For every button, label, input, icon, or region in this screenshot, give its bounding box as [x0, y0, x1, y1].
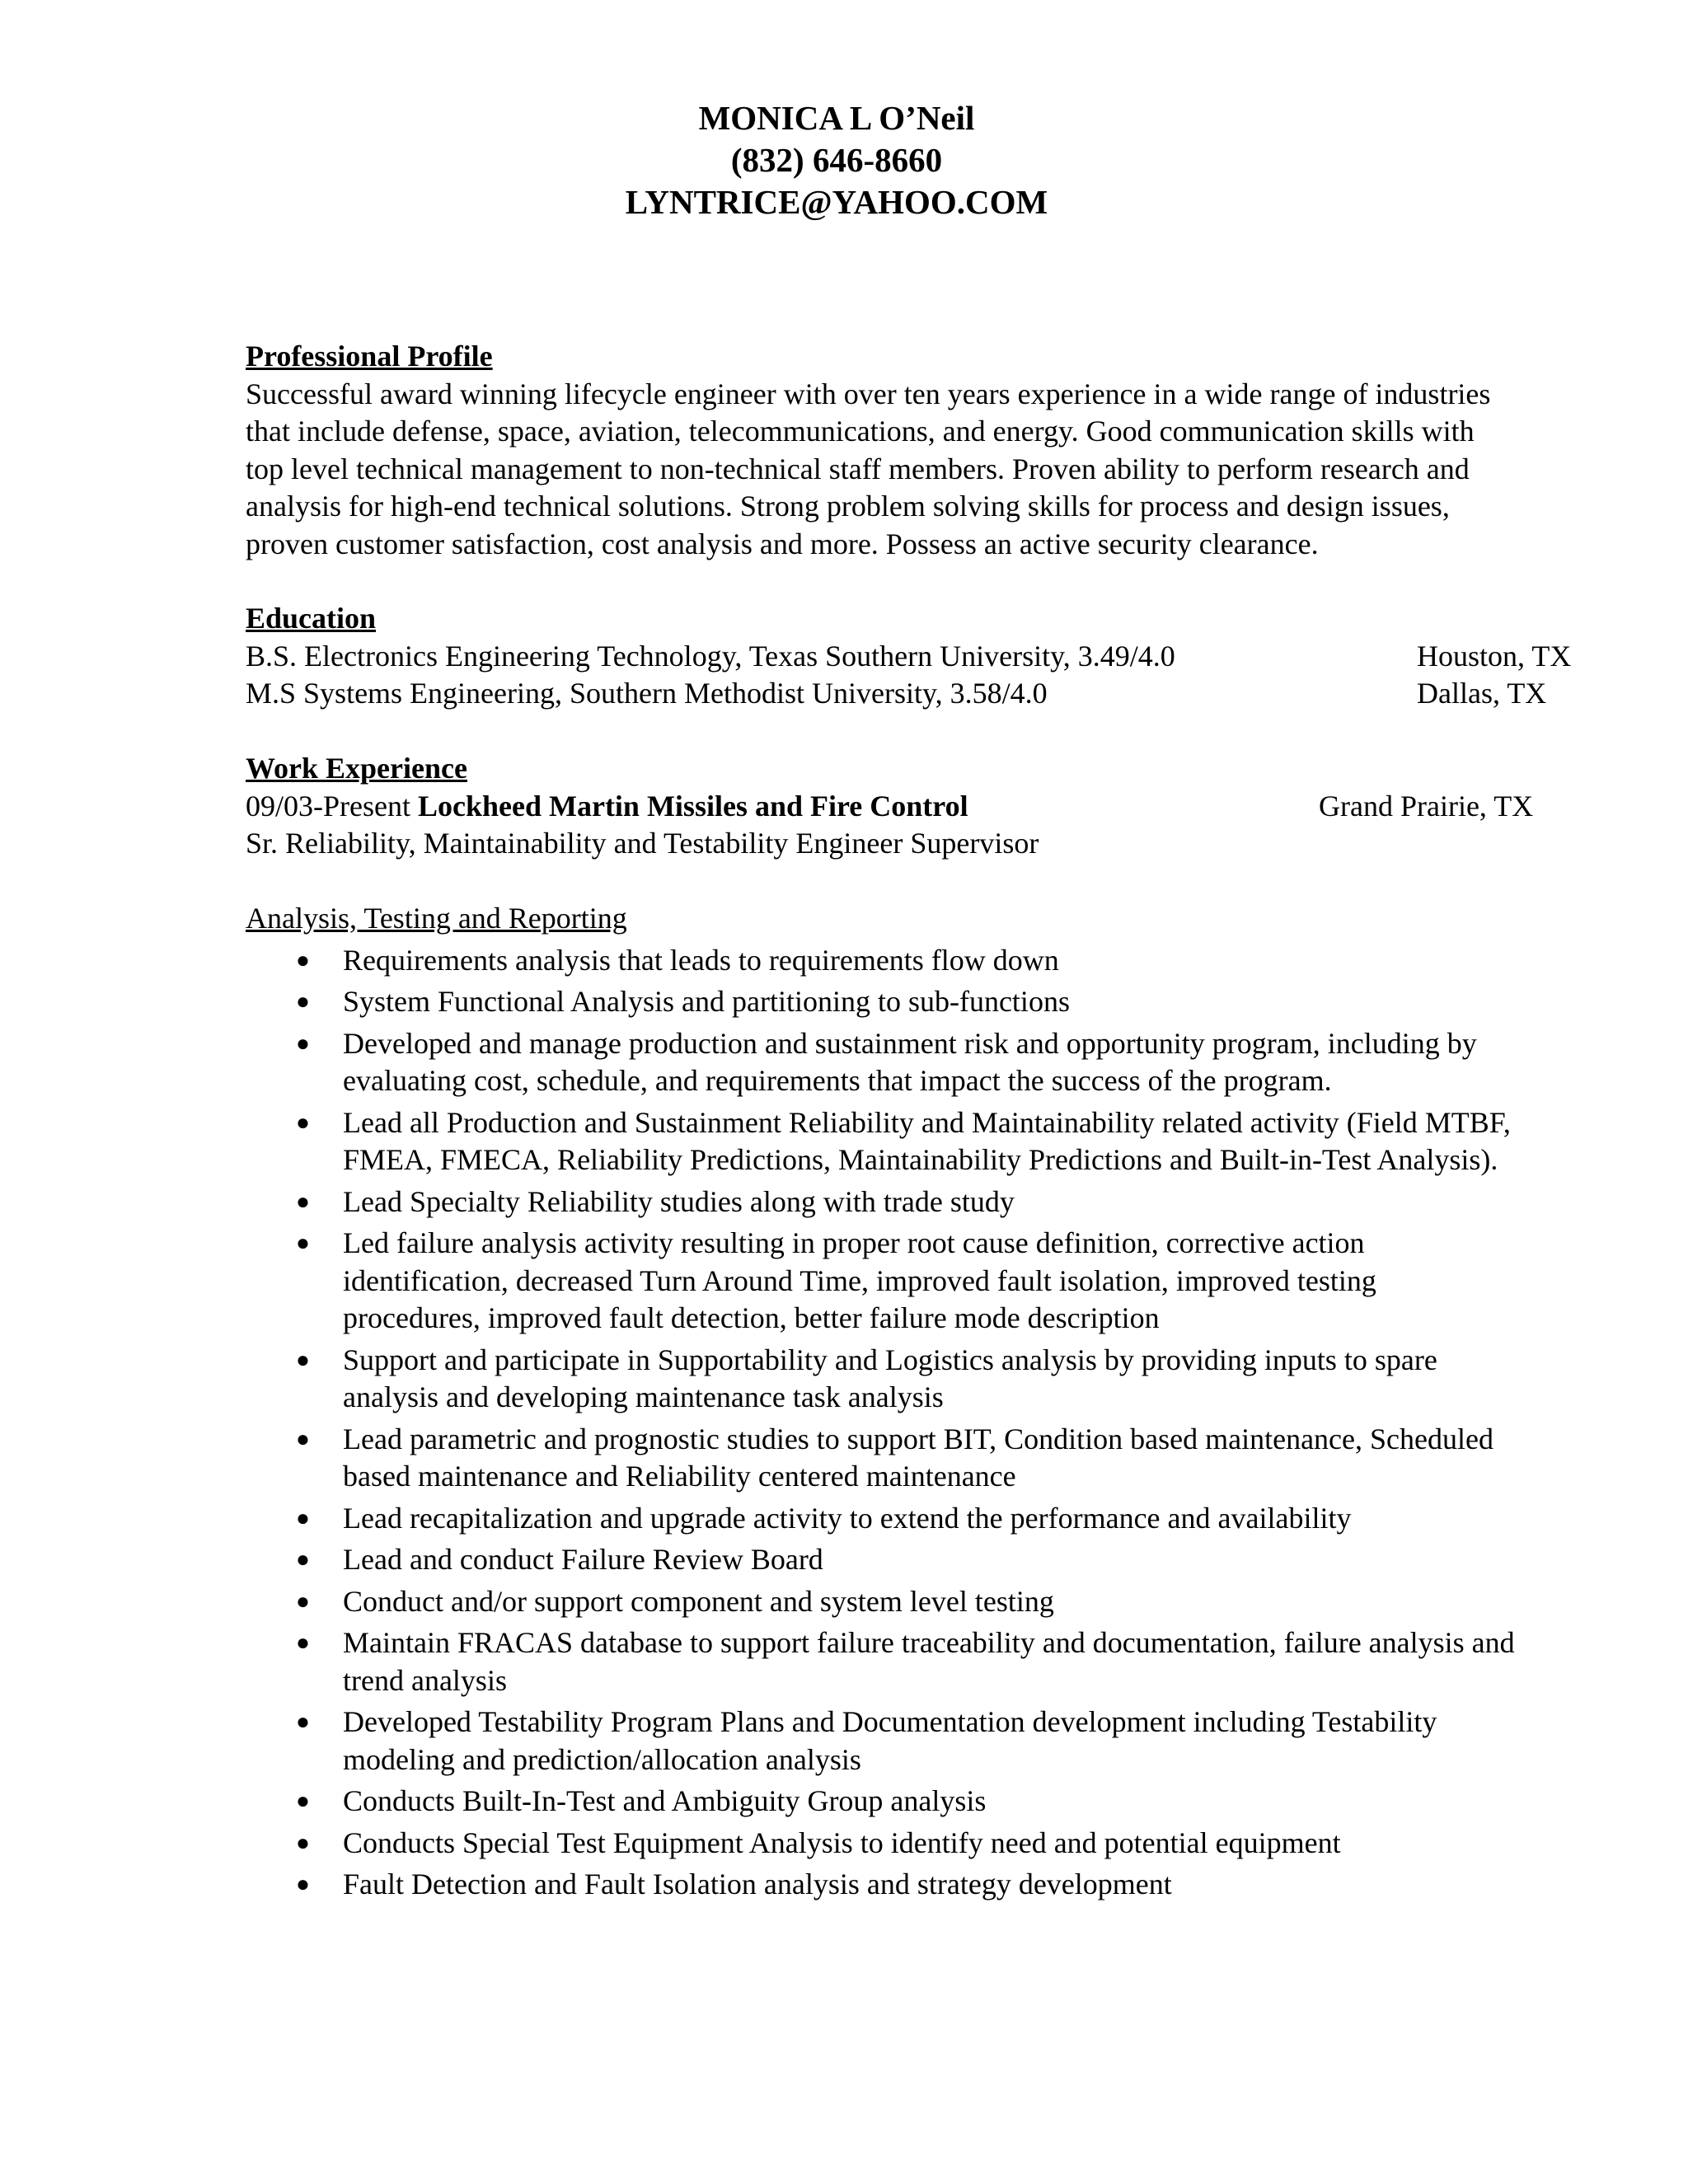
bullet-icon: ● [296, 1830, 310, 1856]
education-location: Houston, TX [1417, 639, 1572, 673]
bullet-icon: ● [296, 1347, 310, 1373]
responsibility-item [246, 1421, 1647, 1496]
bullet-icon: ● [296, 1426, 310, 1452]
education-item [246, 675, 1647, 713]
bullet-icon: ● [296, 1709, 310, 1735]
profile-line: proven customer satisfaction, cost analysis and more. Possess an active security clearance. [246, 527, 1319, 560]
bullet-icon: ● [296, 1788, 310, 1814]
responsibility-text: System Functional Analysis and partitioning to sub-functions [343, 985, 1070, 1018]
bullet-icon: ● [296, 1030, 310, 1057]
responsibility-text: Lead parametric and prognostic studies to support BIT, Condition based maintenance, Scheduled [343, 1422, 1493, 1455]
responsibility-text: Led failure analysis activity resulting in proper root cause definition, corrective action [343, 1226, 1365, 1259]
responsibility-text: Conducts Built-In-Test and Ambiguity Group analysis [343, 1784, 987, 1817]
responsibility-item [246, 1583, 1647, 1621]
job-location: Grand Prairie, TX [1319, 789, 1534, 823]
responsibility-text: trend analysis [343, 1663, 507, 1697]
spacer [246, 863, 1647, 901]
job-dates-company [246, 788, 968, 826]
profile-line: top level technical management to non-technical staff members. Proven ability to perform research and [246, 452, 1470, 485]
responsibility-item [246, 983, 1647, 1021]
education-location: Dallas, TX [1417, 677, 1547, 710]
education-title: Education [246, 602, 377, 635]
responsibility-item [246, 1704, 1647, 1779]
profile-paragraph [246, 376, 1647, 564]
work-subsection-title: Analysis, Testing and Reporting [246, 902, 627, 935]
bullet-icon: ● [296, 989, 310, 1015]
bullet-icon: ● [296, 947, 310, 973]
responsibility-text: based maintenance and Reliability centered maintenance [343, 1460, 1016, 1493]
responsibility-text: Fault Detection and Fault Isolation analysis and strategy development [343, 1868, 1172, 1900]
responsibility-item [246, 942, 1647, 980]
responsibility-text: identification, decreased Turn Around Time, improved fault isolation, improved testing [343, 1263, 1376, 1297]
bullet-icon: ● [296, 1588, 310, 1615]
work-title: Work Experience [246, 752, 467, 785]
bullet-icon: ● [296, 1188, 310, 1215]
responsibility-item [246, 1624, 1647, 1699]
education-item [246, 638, 1647, 676]
responsibility-text: modeling and prediction/allocation analysis [343, 1742, 861, 1776]
responsibility-text: Requirements analysis that leads to requirements flow down [343, 943, 1059, 977]
responsibility-item [246, 1225, 1647, 1338]
profile-line: that include defense, space, aviation, telecommunications, and energy. Good communication skills with [246, 415, 1475, 448]
job-dates: 09/03-Present [246, 789, 418, 823]
responsibility-item [246, 1500, 1647, 1538]
job-company: Lockheed Martin Missiles and Fire Control [417, 789, 968, 823]
profile-title: Professional Profile [246, 340, 493, 373]
candidate-name: MONICA L O’Neil [698, 99, 975, 137]
responsibility-text: Developed Testability Program Plans and Documentation development including Testability [343, 1705, 1437, 1738]
responsibility-text: procedures, improved fault detection, better failure mode description [343, 1301, 1160, 1334]
profile-line: Successful award winning lifecycle engineer with over ten years experience in a wide range of industries [246, 377, 1491, 410]
responsibility-item [246, 1342, 1647, 1417]
work-section [246, 750, 1647, 1904]
responsibility-text: Lead Specialty Reliability studies along with trade study [343, 1184, 1015, 1218]
responsibility-text: Lead all Production and Sustainment Reliability and Maintainability related activity (Field MTBF, [343, 1105, 1511, 1139]
bullet-icon: ● [296, 1872, 310, 1897]
job-role: Sr. Reliability, Maintainability and Testability Engineer Supervisor [246, 827, 1039, 860]
candidate-email: LYNTRICE@YAHOO.COM [625, 183, 1048, 221]
responsibility-text: Conduct and/or support component and system level testing [343, 1584, 1054, 1618]
resume-header [0, 97, 1673, 223]
responsibility-item [246, 1104, 1647, 1179]
candidate-phone: (832) 646-8660 [730, 141, 943, 179]
responsibility-item [246, 1025, 1647, 1100]
responsibility-item [246, 1541, 1647, 1579]
responsibility-text: Developed and manage production and sustainment risk and opportunity program, including by [343, 1026, 1477, 1060]
responsibility-item [246, 1825, 1647, 1863]
responsibility-text: Lead and conduct Failure Review Board [343, 1543, 823, 1576]
bullet-icon: ● [296, 1505, 310, 1531]
responsibility-item [246, 1866, 1647, 1904]
bullet-icon: ● [296, 1630, 310, 1656]
responsibility-item [246, 1783, 1647, 1821]
education-section [246, 600, 1647, 713]
education-degree: B.S. Electronics Engineering Technology, Texas Southern University, 3.49/4.0 [246, 639, 1175, 673]
responsibility-text: analysis and developing maintenance task analysis [343, 1380, 944, 1413]
bullet-icon: ● [296, 1109, 310, 1136]
job-header [246, 788, 1647, 826]
responsibility-text: Lead recapitalization and upgrade activity to extend the performance and availability [343, 1501, 1352, 1535]
responsibility-text: Maintain FRACAS database to support failure traceability and documentation, failure analysis and [343, 1626, 1515, 1659]
bullet-icon: ● [296, 1547, 310, 1572]
responsibility-text: Support and participate in Supportability and Logistics analysis by providing inputs to spare [343, 1343, 1437, 1376]
responsibility-list [246, 942, 1647, 1904]
education-degree: M.S Systems Engineering, Southern Methodist University, 3.58/4.0 [246, 677, 1048, 710]
bullet-icon: ● [296, 1230, 310, 1256]
responsibility-item [246, 1183, 1647, 1221]
profile-section [246, 338, 1647, 563]
profile-line: analysis for high-end technical solutions. Strong problem solving skills for process and design issues, [246, 490, 1450, 523]
responsibility-text: Conducts Special Test Equipment Analysis to identify need and potential equipment [343, 1825, 1341, 1859]
responsibility-text: evaluating cost, schedule, and requirements that impact the success of the program. [343, 1064, 1332, 1097]
responsibility-text: FMEA, FMECA, Reliability Predictions, Maintainability Predictions and Built-in-Test Analysis). [343, 1143, 1498, 1176]
